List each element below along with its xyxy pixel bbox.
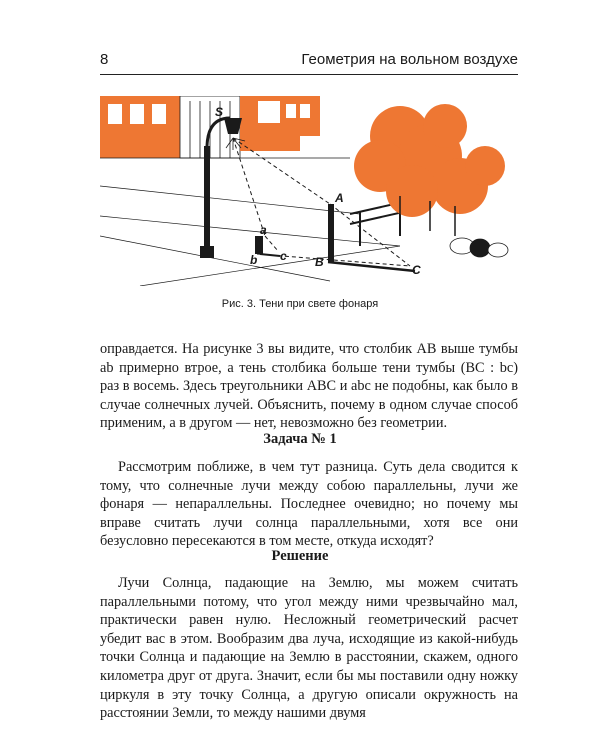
label-C: C xyxy=(412,263,421,277)
page-number: 8 xyxy=(100,51,109,68)
trees xyxy=(354,104,505,236)
running-title: Геометрия на вольном воздухе xyxy=(301,51,518,68)
task-heading: Задача № 1 xyxy=(263,431,337,447)
lantern-illustration xyxy=(100,96,518,286)
label-b: b xyxy=(250,253,258,267)
label-a: a xyxy=(260,223,267,237)
body-paragraph-2: Рассмотрим поближе, в чем тут разница. Суть дела сводится к тому, что солнечные лучи между собою параллельны, лучи же фонаря — непараллельны. Последнее очевидно; но почему мы вправе считать лучи солнца параллельными, хотя все они безусловно пересекаются в том месте, откуда исходят? xyxy=(100,459,518,550)
stones xyxy=(450,238,508,257)
solution-heading: Решение xyxy=(271,548,329,564)
body-paragraph-3: Лучи Солнца, падающие на Землю, мы можем считать параллельными потому, что угол между ними чрезвычайно мал, практически равен нулю. Несложный геометрический расчет убедит вас в этом. Вообразим два луча, исходящие из какой-нибудь точки Солнца и падающие на Землю в расстоянии, скажем, одного километра друг от друга. Значит, если бы мы поставили одну ножку циркуля в эту точку Солнца, а другую описали окружность на расстоянии Земли, то между нашими двумя xyxy=(100,575,518,722)
label-A: A xyxy=(335,191,344,205)
body-paragraph-1: оправдается. На рисунке 3 вы видите, что столбик AB выше тумбы ab примерно втрое, а тень столбика больше тени тумбы (BC : bc) раз в восемь. Здесь треугольники ABC и abc не подобны, как было в случае солнечных лучей. Объяснить, почему в одном случае способ применим, а в другом — нет, невозможно без геометрии. xyxy=(100,341,518,432)
label-S: S xyxy=(215,105,224,119)
figure-caption: Рис. 3. Тени при свете фонаря xyxy=(221,298,379,310)
label-c: c xyxy=(280,249,287,263)
label-B: B xyxy=(315,255,324,269)
page-header xyxy=(100,48,518,75)
